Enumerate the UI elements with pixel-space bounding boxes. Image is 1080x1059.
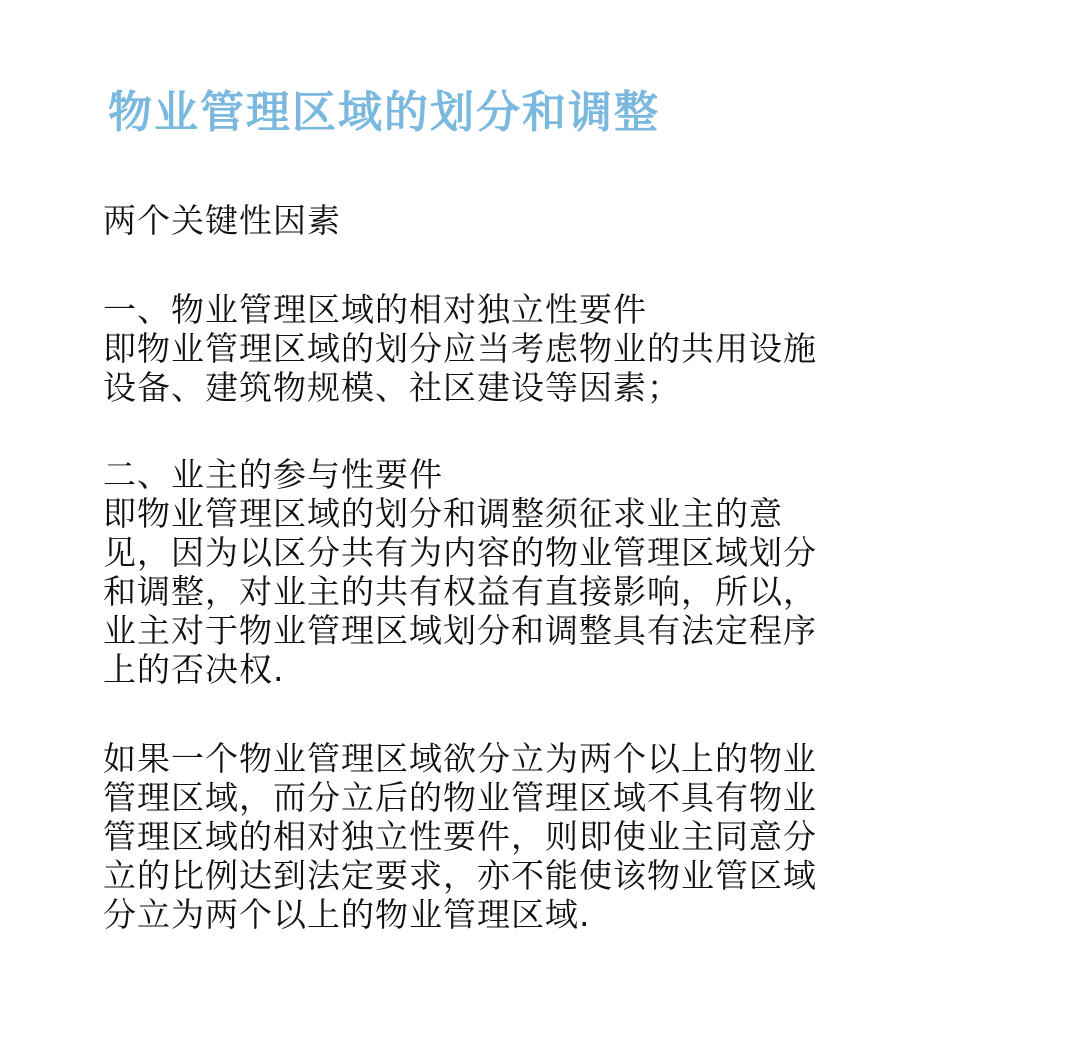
paragraph-line: 和调整，对业主的共有权益有直接影响，所以， <box>103 572 817 611</box>
paragraph-line: 管理区域的相对独立性要件，则即使业主同意分 <box>103 817 817 856</box>
document <box>103 80 1053 934</box>
section-heading: 一、物业管理区域的相对独立性要件 <box>103 290 647 329</box>
paragraph-line: 见，因为以区分共有为内容的物业管理区域划分 <box>103 533 817 572</box>
section-independence <box>103 290 1053 407</box>
subtitle: 两个关键性因素 <box>103 201 341 240</box>
conclusion-paragraph <box>103 739 1053 934</box>
paragraph-line: 分立为两个以上的物业管理区域. <box>103 895 591 934</box>
section-participation <box>103 455 1053 689</box>
paragraph-line: 业主对于物业管理区域划分和调整具有法定程序 <box>103 611 817 650</box>
paragraph-line: 设备、建筑物规模、社区建设等因素； <box>103 368 681 407</box>
section-heading: 二、业主的参与性要件 <box>103 455 443 494</box>
page-title: 物业管理区域的划分和调整 <box>108 87 660 138</box>
paragraph-line: 如果一个物业管理区域欲分立为两个以上的物业 <box>103 739 817 778</box>
paragraph-line: 管理区域，而分立后的物业管理区域不具有物业 <box>103 778 817 817</box>
paragraph-line: 即物业管理区域的划分应当考虑物业的共用设施 <box>103 329 817 368</box>
paragraph-line: 上的否决权. <box>103 650 285 689</box>
paragraph-line: 即物业管理区域的划分和调整须征求业主的意 <box>103 494 783 533</box>
paragraph-line: 立的比例达到法定要求，亦不能使该物业管区域 <box>103 856 817 895</box>
